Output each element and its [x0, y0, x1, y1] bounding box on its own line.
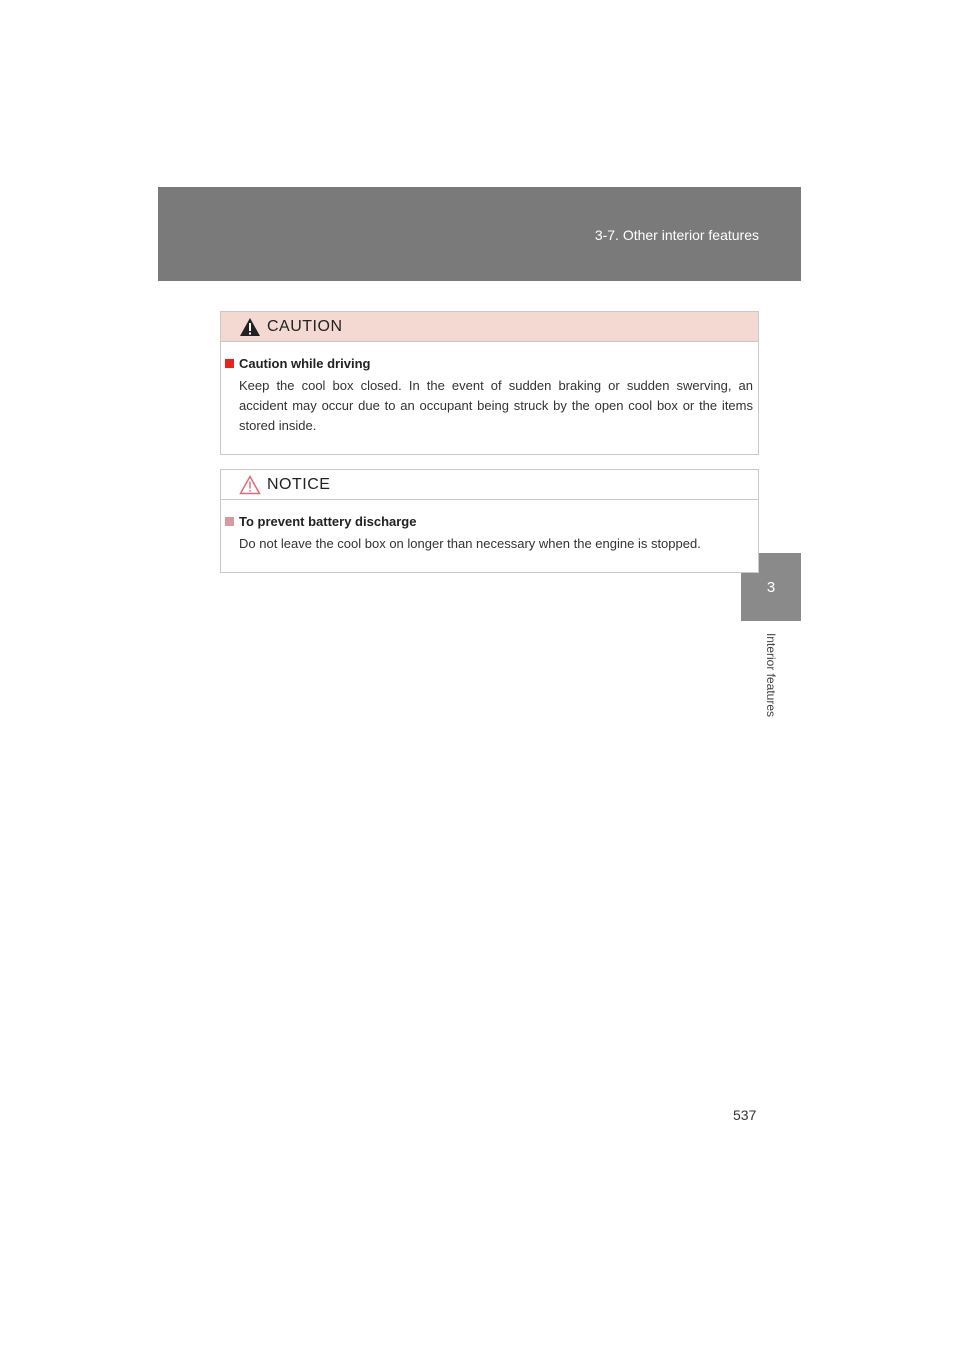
chapter-number: 3: [766, 578, 776, 596]
page-number: 537: [733, 1107, 757, 1123]
notice-item-heading: [225, 514, 758, 529]
warning-triangle-outline-icon: [239, 475, 261, 495]
caution-box: [220, 311, 759, 455]
notice-header: [221, 470, 758, 500]
caution-title: CAUTION: [267, 317, 343, 335]
caution-item-heading: [225, 356, 758, 371]
section-title: 3-7. Other interior features: [594, 227, 759, 243]
bullet-square-icon: [225, 517, 234, 526]
chapter-label: Interior features: [764, 632, 778, 718]
notice-body-text: Do not leave the cool box on longer than necessary when the engine is stopped.: [239, 536, 701, 551]
notice-box: [220, 469, 759, 573]
caution-body-text: Keep the cool box closed. In the event of sudden braking or sudden swerving, an accident may occur due to an occupant being struck by the open cool box or the items stored inside.: [239, 378, 753, 433]
caution-header: [221, 312, 758, 342]
caution-heading-text: Caution while driving: [239, 356, 371, 371]
header-bar: [158, 187, 801, 281]
bullet-square-icon: [225, 359, 234, 368]
warning-triangle-filled-icon: [239, 317, 261, 337]
notice-title: NOTICE: [267, 475, 331, 493]
notice-heading-text: To prevent battery discharge: [239, 514, 417, 529]
